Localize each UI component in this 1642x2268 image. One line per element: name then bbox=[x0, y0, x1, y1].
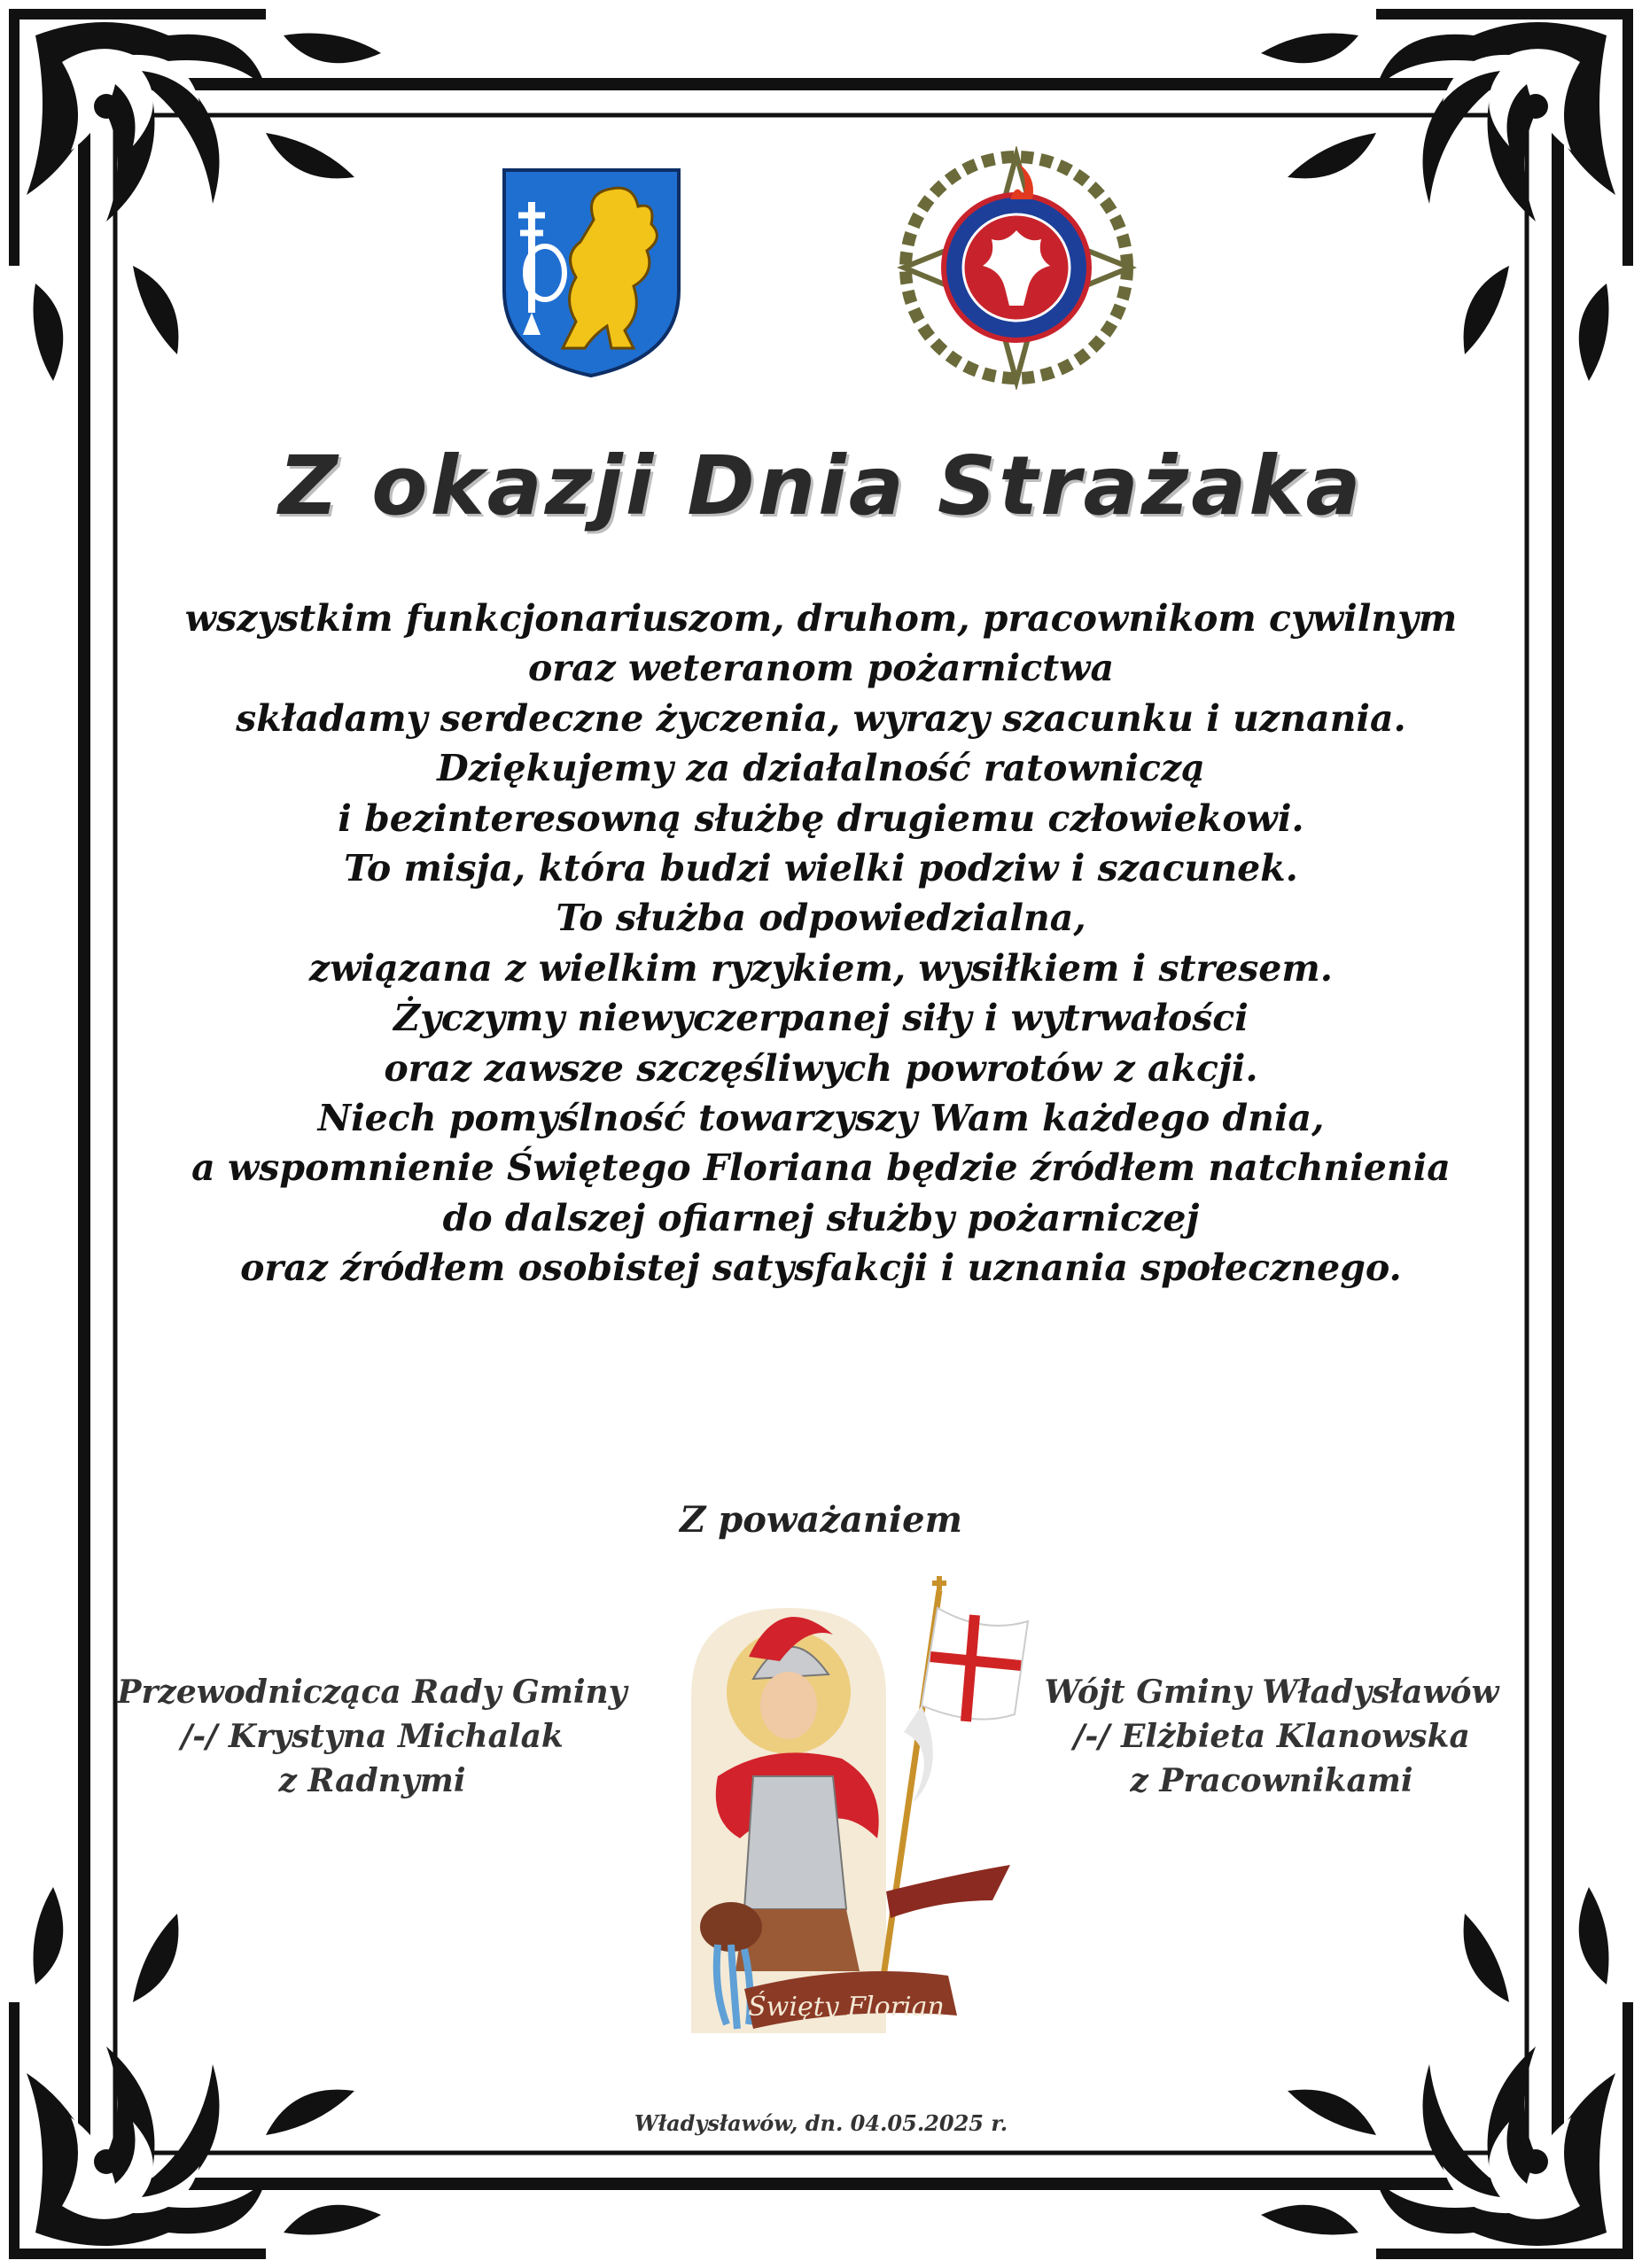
saint-banner-text: Święty Florian bbox=[748, 1992, 945, 2023]
body-line: Dziękujemy za działalność ratowniczą bbox=[437, 747, 1205, 790]
signature-right bbox=[997, 1670, 1546, 1803]
body-line: do dalszej ofiarnej służby pożarniczej bbox=[442, 1196, 1200, 1239]
body-line: oraz weteranom pożarnictwa bbox=[527, 647, 1115, 690]
body-line: wszystkim funkcjonariuszom, druhom, pracownikom cywilnym bbox=[184, 597, 1458, 640]
body-line: a wspomnienie Świętego Floriana będzie źródłem natchnienia bbox=[191, 1146, 1451, 1190]
body-line: Życzymy niewyczerpanej siły i wytrwałości bbox=[393, 997, 1249, 1040]
signature-left bbox=[97, 1670, 647, 1803]
closing-greeting: Z poważaniem bbox=[680, 1499, 962, 1541]
osp-badge-icon bbox=[895, 146, 1139, 390]
signature-role: Wójt Gminy Władysławów bbox=[1044, 1674, 1499, 1711]
body-line: Niech pomyślność towarzyszy Wam każdego dnia, bbox=[317, 1097, 1325, 1140]
page-title: Z okazji Dnia Strażaka bbox=[278, 439, 1364, 533]
signature-role: Przewodnicząca Rady Gminy bbox=[117, 1674, 627, 1711]
body-line: To misja, która budzi wielki podziw i szacunek. bbox=[344, 847, 1298, 890]
body-line: oraz zawsze szczęśliwych powrotów z akcji. bbox=[384, 1046, 1258, 1090]
saint-florian-illustration bbox=[656, 1573, 1046, 2069]
body-line: związana z wielkim ryzykiem, wysiłkiem i stresem. bbox=[308, 946, 1334, 990]
body-line: To służba odpowiedzialna, bbox=[556, 897, 1086, 940]
body-line: oraz źródłem osobistej satysfakcji i uznania społecznego. bbox=[240, 1247, 1402, 1290]
date-line: Władysławów, dn. 04.05.2025 r. bbox=[634, 2110, 1008, 2136]
body-line: i bezinteresowną służbę drugiemu człowiekowi. bbox=[338, 796, 1304, 840]
greeting-body bbox=[133, 594, 1509, 1293]
signature-name: /-/ Elżbieta Klanowska bbox=[1073, 1718, 1470, 1755]
coat-of-arms-icon bbox=[501, 167, 682, 379]
body-line: składamy serdeczne życzenia, wyrazy szacunku i uznania. bbox=[236, 696, 1406, 740]
signature-with: z Pracownikami bbox=[1130, 1762, 1413, 1799]
signature-name: /-/ Krystyna Michalak bbox=[181, 1718, 564, 1755]
signature-with: z Radnymi bbox=[278, 1762, 466, 1799]
